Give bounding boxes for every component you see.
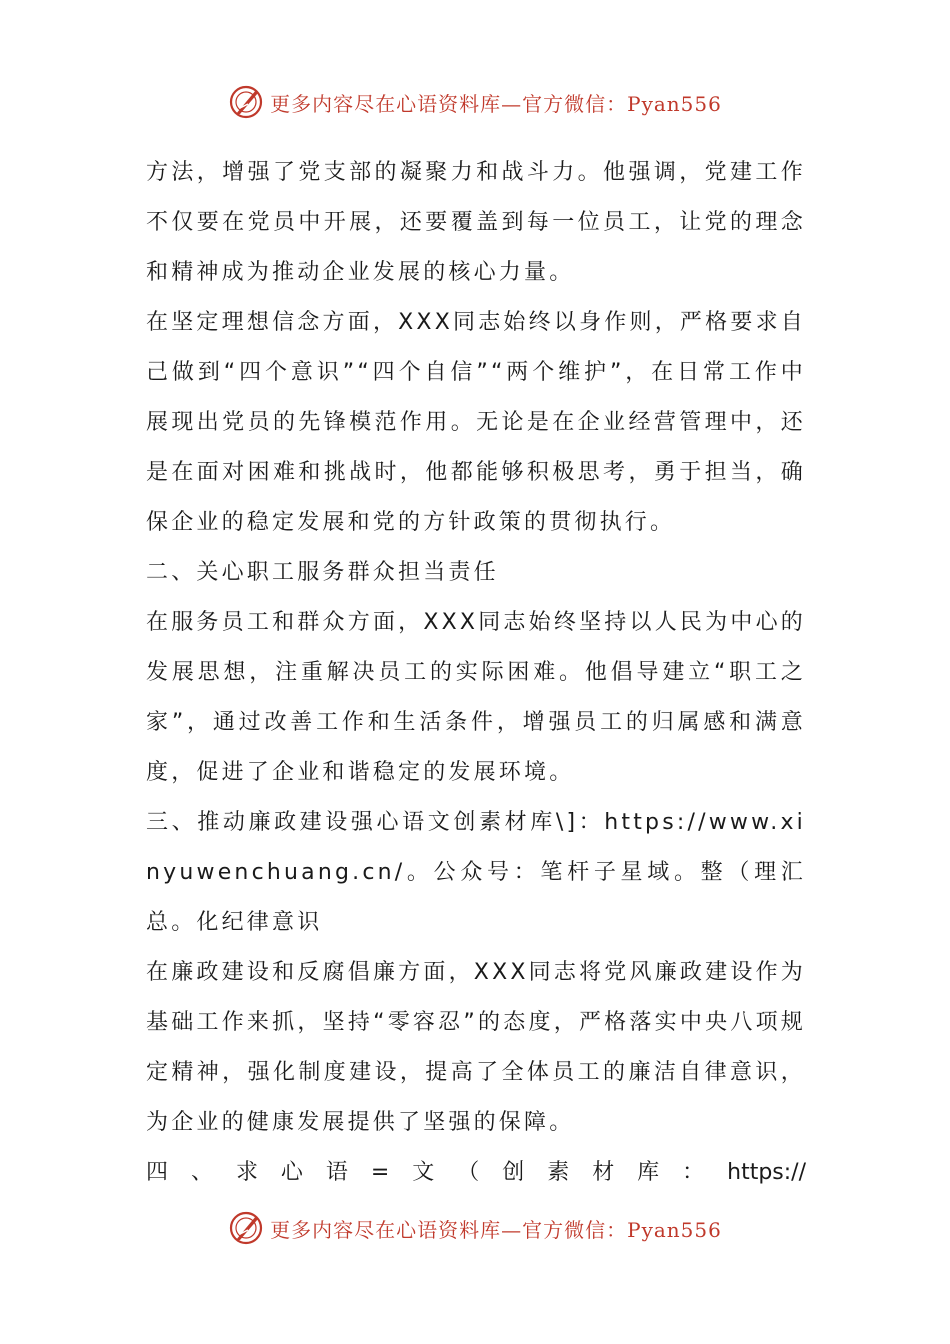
- header-watermark: [0, 82, 950, 122]
- footer-watermark: [0, 1208, 950, 1248]
- quill-logo-icon: [228, 84, 264, 120]
- section-heading: 三、推动廉政建设强心语文创素材库\]：https://www.xinyuwenchuang.cn/。公众号：笔杆子星域。整（理汇总。化纪律意识: [146, 810, 806, 935]
- section-heading: 二、关心职工服务群众担当责任: [146, 560, 499, 585]
- document-body: [146, 148, 806, 1198]
- paragraph: 在坚定理想信念方面，XXX同志始终以身作则，严格要求自己做到“四个意识”“四个自信”“两个维护”，在日常工作中展现出党员的先锋模范作用。无论是在企业经营管理中，还是在面对困难和挑战时，他都能够积极思考，勇于担当，确保企业的稳定发展和党的方针政策的贯彻执行。: [146, 310, 806, 535]
- section-heading: 四、求心语=文（创素材库：https://: [146, 1160, 806, 1185]
- quill-logo-icon: [228, 1210, 264, 1246]
- footer-watermark-text: 更多内容尽在心语资料库—官方微信：Pyan556: [270, 1217, 722, 1242]
- paragraph: 在廉政建设和反腐倡廉方面，XXX同志将党风廉政建设作为基础工作来抓，坚持“零容忍”的态度，严格落实中央八项规定精神，强化制度建设，提高了全体员工的廉洁自律意识，为企业的健康发展提供了坚强的保障。: [146, 960, 806, 1135]
- paragraph: 在服务员工和群众方面，XXX同志始终坚持以人民为中心的发展思想，注重解决员工的实际困难。他倡导建立“职工之家”，通过改善工作和生活条件，增强员工的归属感和满意度，促进了企业和谐稳定的发展环境。: [146, 610, 806, 785]
- paragraph: 方法，增强了党支部的凝聚力和战斗力。他强调，党建工作不仅要在党员中开展，还要覆盖到每一位员工，让党的理念和精神成为推动企业发展的核心力量。: [146, 160, 806, 285]
- header-watermark-text: 更多内容尽在心语资料库—官方微信：Pyan556: [270, 91, 722, 116]
